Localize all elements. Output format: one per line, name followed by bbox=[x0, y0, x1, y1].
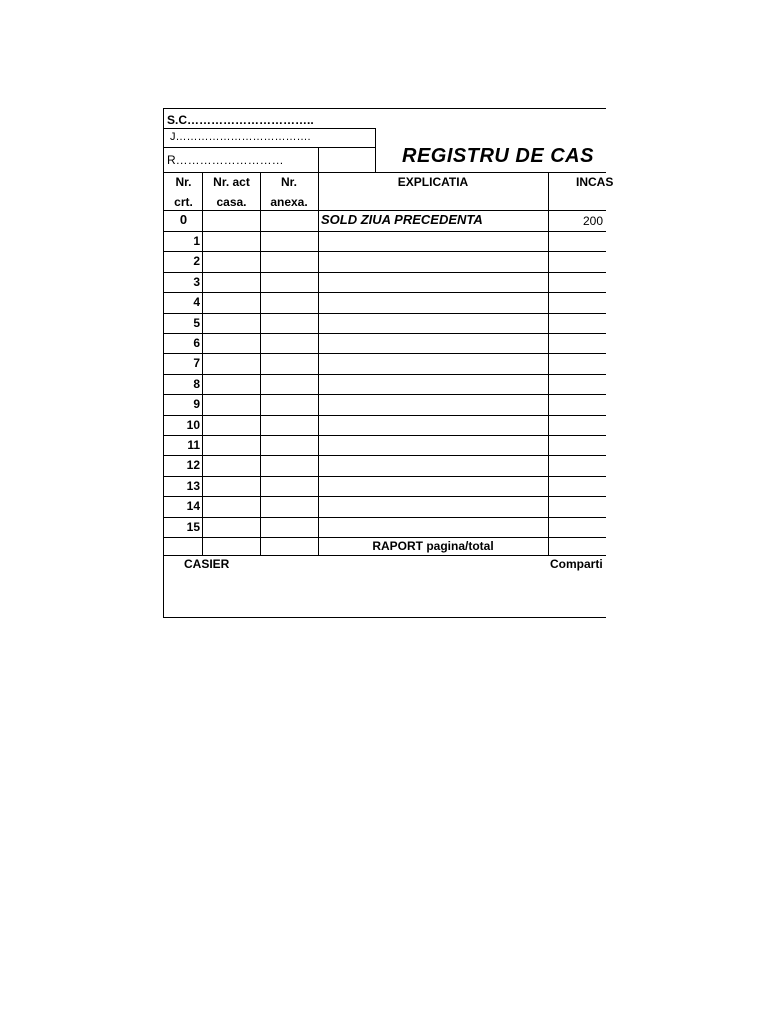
table-row-divider bbox=[164, 313, 606, 314]
table-row-number: 9 bbox=[193, 397, 200, 412]
col-divider-nr-anexa bbox=[318, 172, 319, 556]
page-title: REGISTRU DE CAS bbox=[402, 145, 594, 167]
table-top-border bbox=[164, 172, 606, 173]
col-nr-crt-2: crt. bbox=[174, 195, 193, 209]
sold-row-value: 200 bbox=[583, 214, 604, 228]
col-nr-crt-1: Nr. bbox=[175, 175, 192, 189]
col-divider-nr-crt bbox=[202, 172, 203, 556]
registration-r-field: R……………………… bbox=[167, 153, 284, 167]
sold-row-label: SOLD ZIUA PRECEDENTA bbox=[321, 212, 483, 227]
table-row-number: 15 bbox=[186, 519, 200, 534]
cash-register-form bbox=[163, 108, 614, 618]
table-row-divider bbox=[164, 476, 606, 477]
sold-row-number: 0 bbox=[179, 212, 188, 227]
table-row-divider bbox=[164, 374, 606, 375]
table-row-number: 11 bbox=[187, 438, 200, 452]
table-row-number: 2 bbox=[193, 254, 200, 269]
header-divider bbox=[164, 128, 376, 129]
table-row-divider bbox=[164, 496, 606, 497]
table-row-number: 3 bbox=[193, 274, 200, 289]
col-nr-anexa-1: Nr. bbox=[280, 175, 297, 189]
table-row-number: 8 bbox=[193, 376, 200, 391]
col-divider-explicatia bbox=[548, 172, 549, 556]
company-field: S.C………………………….. bbox=[167, 113, 314, 127]
table-row-divider bbox=[164, 251, 606, 252]
table-row-divider bbox=[164, 415, 606, 416]
col-nr-act-1: Nr. act bbox=[213, 175, 250, 189]
report-row-bottom bbox=[164, 555, 606, 556]
table-row-number: 12 bbox=[186, 458, 200, 473]
table-row-number: 4 bbox=[193, 295, 200, 310]
table-row-divider bbox=[164, 517, 606, 518]
table-row-number: 6 bbox=[193, 336, 200, 350]
table-row-divider bbox=[164, 394, 606, 395]
table-row-divider bbox=[164, 537, 606, 538]
report-label: RAPORT pagina/total bbox=[372, 539, 494, 553]
table-row-number: 5 bbox=[193, 315, 200, 330]
compartiment-label: Comparti bbox=[550, 557, 603, 571]
table-row-divider bbox=[164, 292, 606, 293]
col-incasari: INCAS bbox=[576, 175, 614, 189]
col-nr-act-2: casa. bbox=[216, 195, 247, 209]
table-row-number: 13 bbox=[186, 478, 200, 493]
header-box-right bbox=[375, 128, 376, 172]
casier-label: CASIER bbox=[184, 557, 230, 571]
col-nr-anexa-2: anexa. bbox=[270, 195, 308, 209]
table-row-divider bbox=[164, 435, 606, 436]
registration-j-field: J………………………………. bbox=[170, 131, 311, 143]
col-divider-nr-act bbox=[260, 172, 261, 556]
table-row-divider bbox=[164, 231, 606, 232]
table-row-number: 14 bbox=[186, 499, 200, 514]
table-header-bottom bbox=[164, 210, 606, 211]
table-row-divider bbox=[164, 272, 606, 273]
header-divider bbox=[164, 147, 376, 148]
table-row-divider bbox=[164, 353, 606, 354]
table-row-number: 1 bbox=[193, 234, 200, 248]
table-row-number: 7 bbox=[193, 356, 200, 371]
header-box-split bbox=[318, 148, 319, 172]
table-row-divider bbox=[164, 455, 606, 456]
table-row-number: 10 bbox=[186, 417, 200, 432]
table-row-divider bbox=[164, 333, 606, 334]
col-explicatia: EXPLICATIA bbox=[397, 175, 469, 189]
